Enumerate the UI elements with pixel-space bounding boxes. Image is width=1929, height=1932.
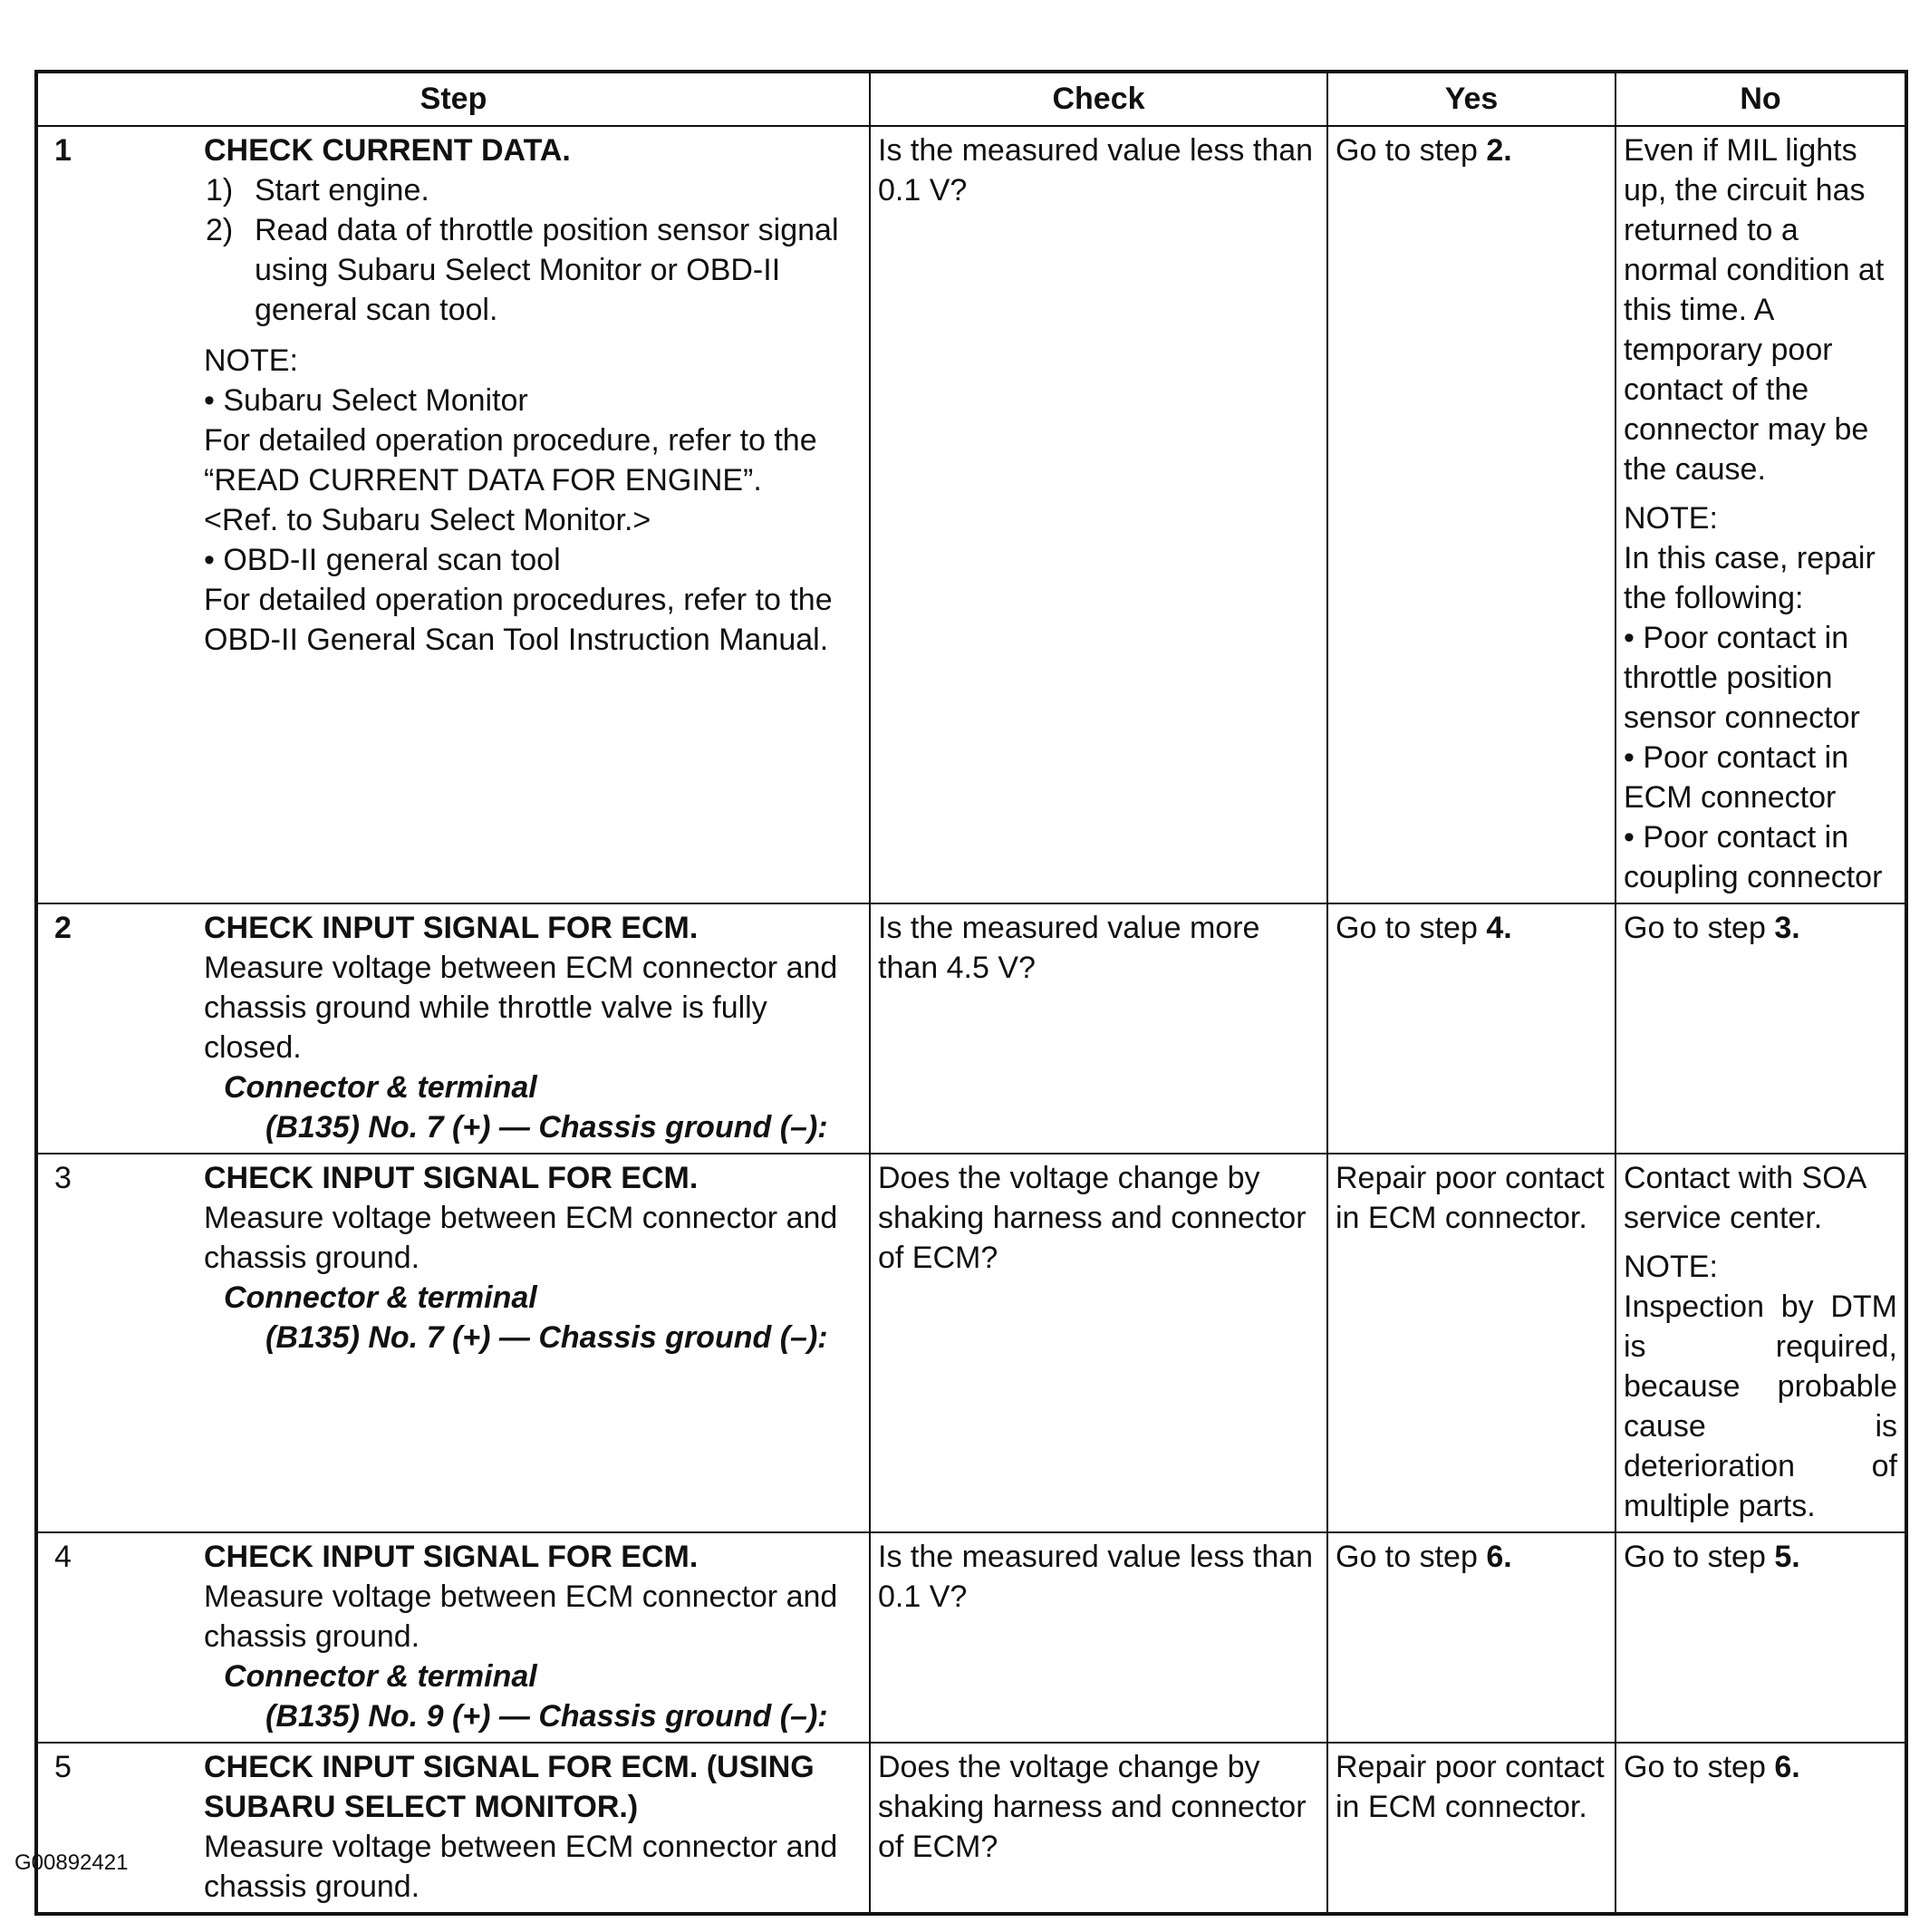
no-prefix: Go to step	[1624, 1750, 1775, 1784]
yes-prefix: Go to step	[1336, 133, 1487, 168]
header-step: Step	[36, 72, 870, 126]
no-cell	[1616, 126, 1906, 903]
table-row	[36, 1743, 1906, 1914]
connector-label: Connector & terminal	[224, 1070, 537, 1105]
no-step: 3.	[1774, 911, 1800, 945]
header-row	[36, 72, 1906, 126]
list-item	[204, 210, 854, 330]
list-text: Read data of throttle position sensor signal using Subaru Select Monitor or OBD-II general scan tool.	[255, 213, 839, 327]
step-title: CHECK INPUT SIGNAL FOR ECM.	[204, 1540, 699, 1574]
step-cell	[36, 1532, 870, 1743]
step-number: 4	[54, 1540, 72, 1574]
list-index: 2)	[206, 213, 234, 247]
note-label: NOTE:	[204, 343, 298, 378]
connector-value: (B135) No. 7 (+) — Chassis ground (–):	[265, 1110, 828, 1145]
step-title: CHECK INPUT SIGNAL FOR ECM.	[204, 1161, 699, 1195]
yes-step: 4.	[1486, 911, 1512, 945]
table-row	[36, 126, 1906, 903]
yes-cell: Repair poor contact in ECM connector.	[1327, 1154, 1616, 1532]
yes-cell	[1327, 126, 1616, 903]
step-title: CHECK INPUT SIGNAL FOR ECM. (USING SUBARU SELECT MONITOR.)	[204, 1750, 815, 1824]
yes-step: 6.	[1486, 1540, 1512, 1574]
note-line: For detailed operation procedure, refer to the	[204, 423, 817, 458]
list-item	[204, 170, 854, 210]
troubleshooting-table	[34, 70, 1908, 1916]
step-cell	[36, 1743, 870, 1914]
step-cell	[36, 1154, 870, 1532]
yes-cell	[1327, 1532, 1616, 1743]
step-body-text: Measure voltage between ECM connector and chassis ground.	[204, 1579, 838, 1654]
no-note-label: NOTE:	[1624, 1250, 1718, 1284]
no-prefix: Go to step	[1624, 1540, 1775, 1574]
step-number: 5	[54, 1750, 72, 1784]
table-row	[36, 1154, 1906, 1532]
check-cell: Does the voltage change by shaking harness and connector of ECM?	[870, 1743, 1327, 1914]
no-cell	[1616, 1154, 1906, 1532]
step-number: 1	[54, 133, 72, 168]
no-bullet: • Poor contact in ECM connector	[1624, 740, 1849, 815]
no-note-text: In this case, repair the following:	[1624, 541, 1876, 615]
note-line: • OBD-II general scan tool	[204, 543, 561, 577]
table-row	[36, 1532, 1906, 1743]
no-step: 6.	[1774, 1750, 1800, 1784]
yes-cell	[1327, 903, 1616, 1154]
header-no: No	[1616, 72, 1906, 126]
no-step: 5.	[1774, 1540, 1800, 1574]
step-number: 2	[54, 911, 72, 945]
check-cell: Does the voltage change by shaking harness and connector of ECM?	[870, 1154, 1327, 1532]
header-check: Check	[870, 72, 1327, 126]
no-prefix: Go to step	[1624, 911, 1775, 945]
step-body-text: Measure voltage between ECM connector and chassis ground.	[204, 1201, 838, 1275]
yes-prefix: Go to step	[1336, 911, 1487, 945]
no-bullet: • Poor contact in coupling connector	[1624, 820, 1883, 894]
yes-prefix: Go to step	[1336, 1540, 1487, 1574]
check-cell: Is the measured value more than 4.5 V?	[870, 903, 1327, 1154]
no-note-label: NOTE:	[1624, 501, 1718, 536]
figure-id: G00892421	[14, 1850, 129, 1875]
note-line: For detailed operation procedures, refer to the	[204, 583, 833, 617]
yes-cell: Repair poor contact in ECM connector.	[1327, 1743, 1616, 1914]
no-cell	[1616, 1743, 1906, 1914]
no-bullet: • Poor contact in throttle position sensor connector	[1624, 621, 1860, 735]
check-cell: Is the measured value less than 0.1 V?	[870, 126, 1327, 903]
connector-value: (B135) No. 7 (+) — Chassis ground (–):	[265, 1320, 828, 1355]
note-line: OBD-II General Scan Tool Instruction Manual.	[204, 623, 829, 657]
header-yes: Yes	[1327, 72, 1616, 126]
step-cell	[36, 903, 870, 1154]
connector-label: Connector & terminal	[224, 1280, 537, 1315]
table-row	[36, 903, 1906, 1154]
note-line: • Subaru Select Monitor	[204, 383, 528, 418]
step-number: 3	[54, 1161, 72, 1195]
note-line: <Ref. to Subaru Select Monitor.>	[204, 503, 651, 537]
step-body-text: Measure voltage between ECM connector and chassis ground while throttle valve is fully closed.	[204, 951, 838, 1065]
no-cell	[1616, 1532, 1906, 1743]
step-body-text: Measure voltage between ECM connector and chassis ground.	[204, 1830, 838, 1904]
step-title: CHECK CURRENT DATA.	[204, 133, 571, 168]
check-cell: Is the measured value less than 0.1 V?	[870, 1532, 1327, 1743]
connector-label: Connector & terminal	[224, 1659, 537, 1694]
connector-value: (B135) No. 9 (+) — Chassis ground (–):	[265, 1699, 828, 1734]
no-cell	[1616, 903, 1906, 1154]
no-text: Even if MIL lights up, the circuit has returned to a normal condition at this time. A temporary poor contact of the connector may be the cause.	[1624, 133, 1885, 487]
no-text: Contact with SOA service center.	[1624, 1161, 1866, 1235]
list-index: 1)	[206, 173, 234, 208]
list-text: Start engine.	[255, 173, 429, 208]
yes-step: 2.	[1486, 133, 1512, 168]
step-cell	[36, 126, 870, 903]
no-note-text: Inspection by DTM is required, because probable cause is deterioration of multiple parts.	[1624, 1290, 1897, 1523]
step-title: CHECK INPUT SIGNAL FOR ECM.	[204, 911, 699, 945]
note-line: “READ CURRENT DATA FOR ENGINE”.	[204, 463, 762, 497]
